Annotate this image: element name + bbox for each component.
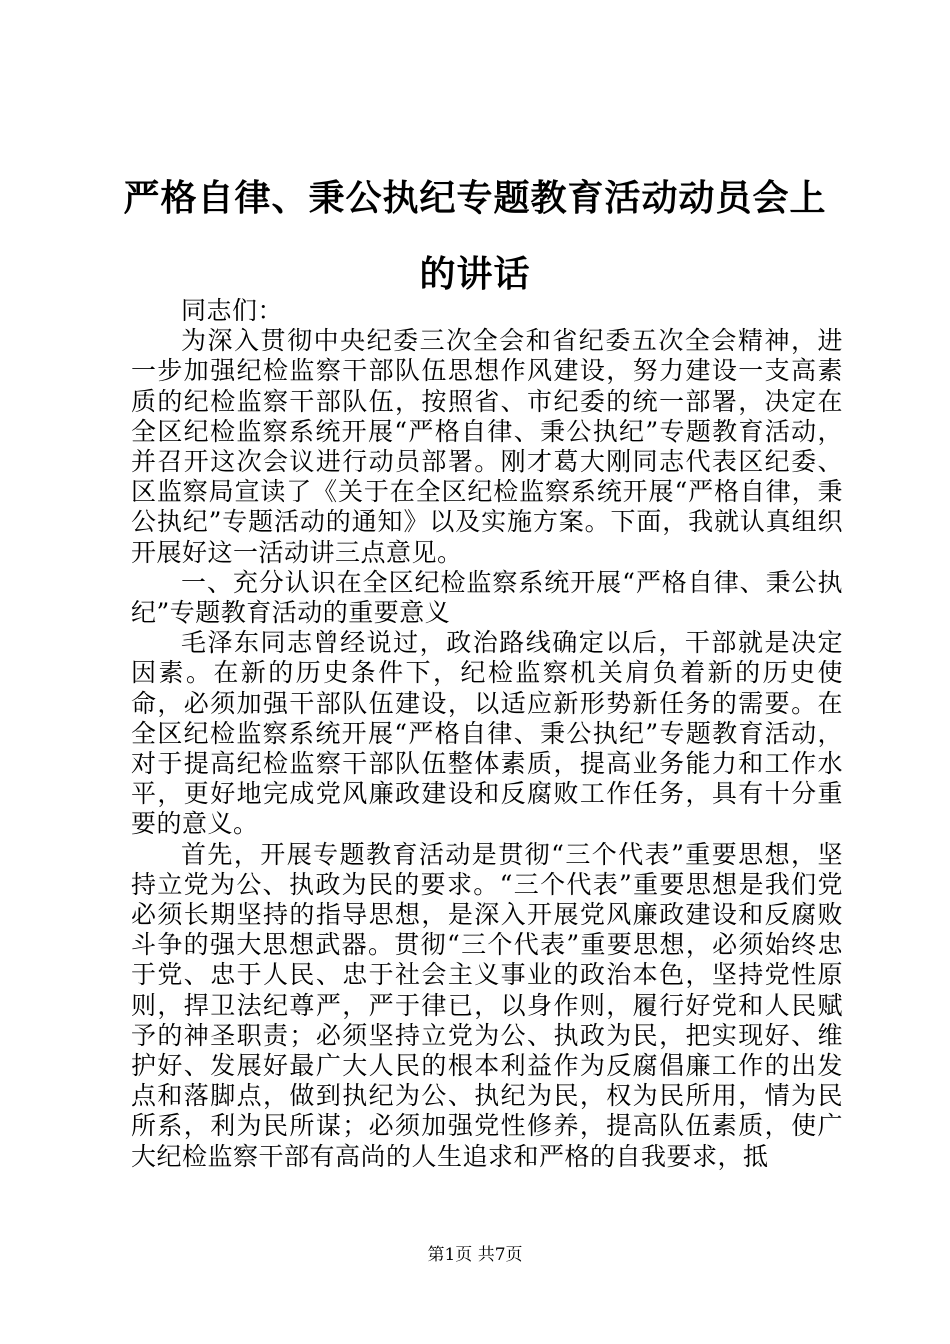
document-body [131,296,843,1172]
paragraph-intro: 为深入贯彻中央纪委三次全会和省纪委五次全会精神，进一步加强纪检监察干部队伍思想作风建设，努力建设一支高素质的纪检监察干部队伍，按照省、市纪委的统一部署，决定在全区纪检监察系统开展“严格自律、秉公执纪”专题教育活动，并召开这次会议进行动员部署。刚才葛大刚同志代表区纪委、区监察局宣读了《关于在全区纪检监察系统开展“严格自律，秉公执纪”专题活动的通知》以及实施方案。下面，我就认真组织开展好这一活动讲三点意见。 [131,326,843,567]
section-heading-1: 一、充分认识在全区纪检监察系统开展“严格自律、秉公执纪”专题教育活动的重要意义 [131,567,843,628]
page-footer: 第1页 共7页 [427,1245,523,1265]
paragraph-significance: 毛泽东同志曾经说过，政治路线确定以后，干部就是决定因素。在新的历史条件下，纪检监察机关肩负着新的历史使命，必须加强干部队伍建设，以适应新形势新任务的需要。在全区纪检监察系统开展“严格自律、秉公执纪”专题教育活动，对于提高纪检监察干部队伍整体素质，提高业务能力和工作水平，更好地完成党风廉政建设和反腐败工作任务，具有十分重要的意义。 [131,628,843,839]
salutation: 同志们： [181,296,284,325]
document-title: 严格自律、秉公执纪专题教育活动动员会上的讲话 [123,177,827,295]
paragraph-first-point: 首先，开展专题教育活动是贯彻“三个代表”重要思想，坚持立党为公、执政为民的要求。“三个代表”重要思想是我们党必须长期坚持的指导思想，是深入开展党风廉政建设和反腐败斗争的强大思想武器。贯彻“三个代表”重要思想，必须始终忠于党、忠于人民、忠于社会主义事业的政治本色，坚持党性原则，捍卫法纪尊严，严于律已，以身作则，履行好党和人民赋予的神圣职责；必须坚持立党为公、执政为民，把实现好、维护好、发展好最广大人民的根本利益作为反腐倡廉工作的出发点和落脚点，做到执纪为公、执纪为民，权为民所用，情为民所系，利为民所谋；必须加强党性修养，提高队伍素质，使广大纪检监察干部有高尚的人生追求和严格的自我要求，抵 [131,839,843,1171]
